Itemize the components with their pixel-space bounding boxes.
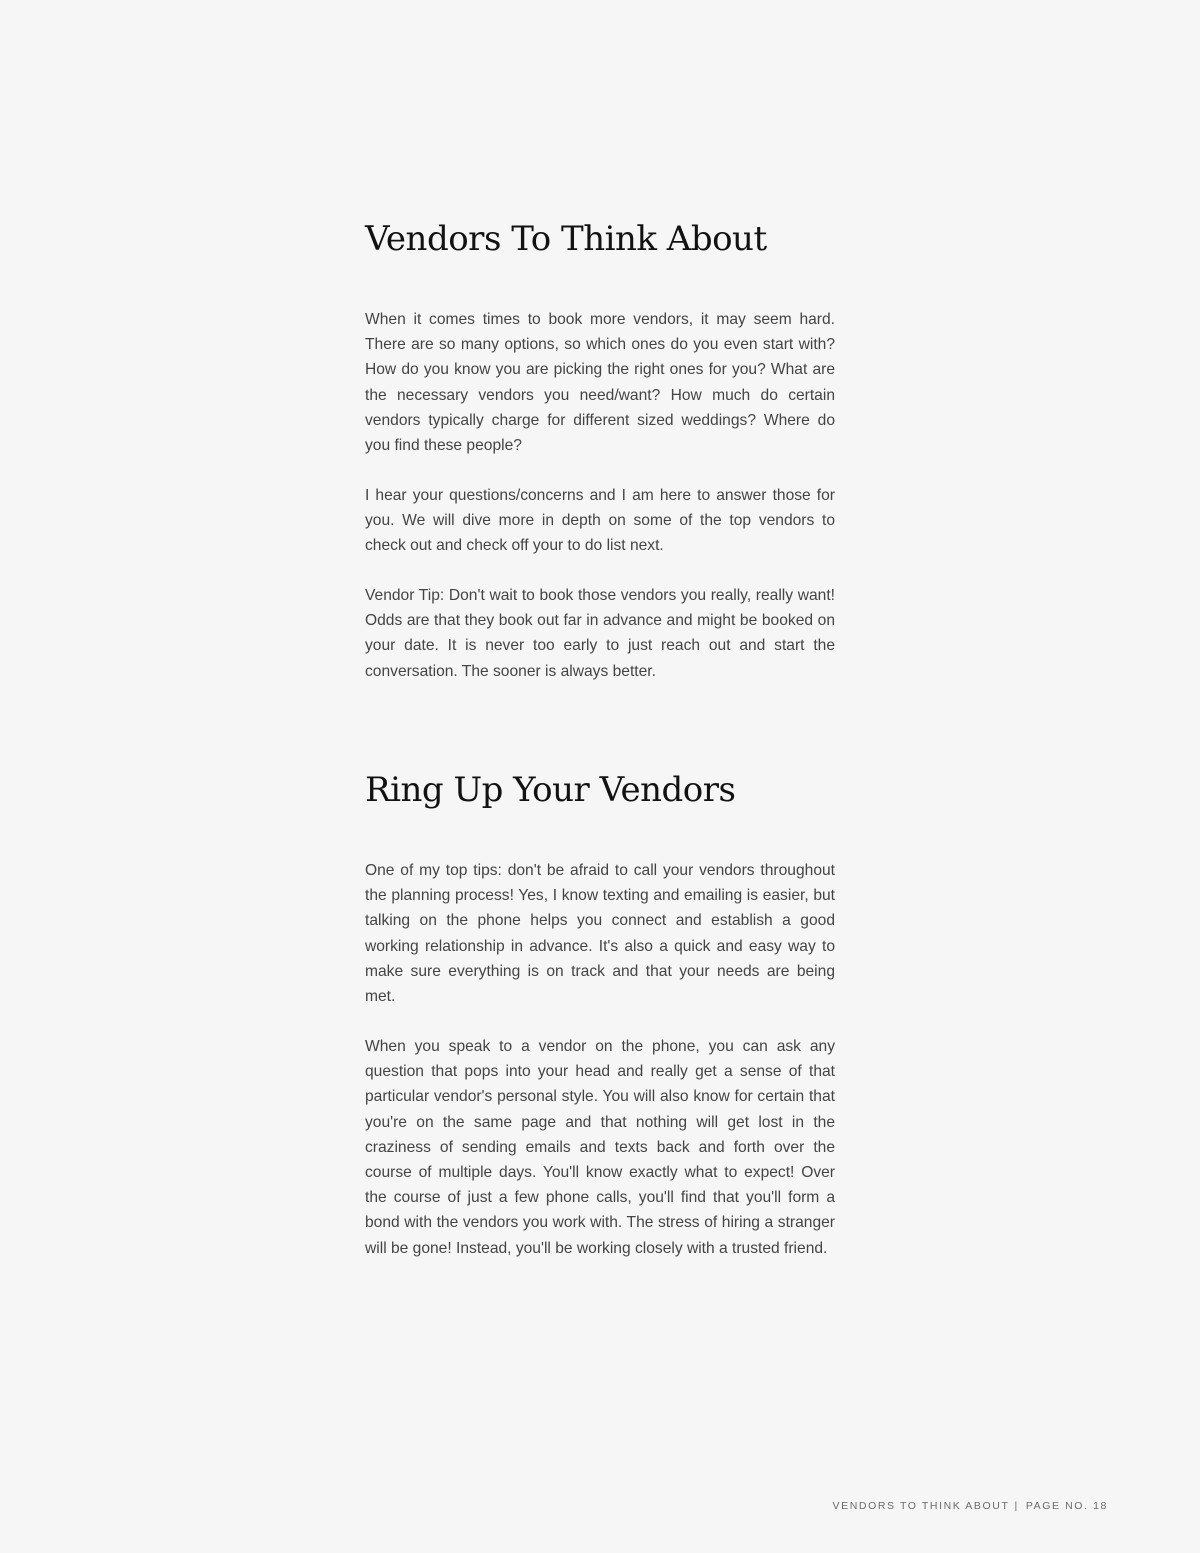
page-number: PAGE NO. 18 — [1025, 1500, 1108, 1512]
footer-separator: | — [1014, 1500, 1019, 1512]
section-heading-ring-up-your-vendors: Ring Up Your Vendors — [365, 770, 736, 810]
footer-section-title: VENDORS TO THINK ABOUT — [832, 1500, 1010, 1512]
page-footer — [833, 1499, 1109, 1513]
paragraph: When you speak to a vendor on the phone, you can ask any question that pops into your head and really get a sense of that particular vendor's personal style. You will also know for certain that you're on the same page and that nothing will get lost in the craziness of sending emails and texts back and forth over the course of multiple days. You'll know exactly what to expect! Over the course of just a few phone calls, you'll find that you'll form a bond with the vendors you work with. The stress of hiring a stranger will be gone! Instead, you'll be working closely with a trusted friend. — [365, 1038, 835, 1257]
vendor-tip-paragraph: Vendor Tip: Don't wait to book those vendors you really, really want! Odds are that they book out far in advance and might be booked on your date. It is never too early to just reach out and start the conversation. The sooner is always better. — [365, 587, 835, 680]
paragraph: One of my top tips: don't be afraid to call your vendors throughout the planning process! Yes, I know texting and emailing is easier, but talking on the phone helps you connect and establish a good working relationship in advance. It's also a quick and easy way to make sure everything is on track and that your needs are being met. — [365, 862, 835, 1006]
paragraph: When it comes times to book more vendors, it may seem hard. There are so many options, so which ones do you even start with? How do you know you are picking the right ones for you? What are the necessary vendors you need/want? How much do certain vendors typically charge for different sized weddings? Where do you find these people? — [365, 311, 835, 455]
section-heading-vendors-to-think-about: Vendors To Think About — [365, 219, 767, 259]
paragraph: I hear your questions/concerns and I am here to answer those for you. We will dive more in depth on some of the top vendors to check out and check off your to do list next. — [365, 487, 835, 555]
